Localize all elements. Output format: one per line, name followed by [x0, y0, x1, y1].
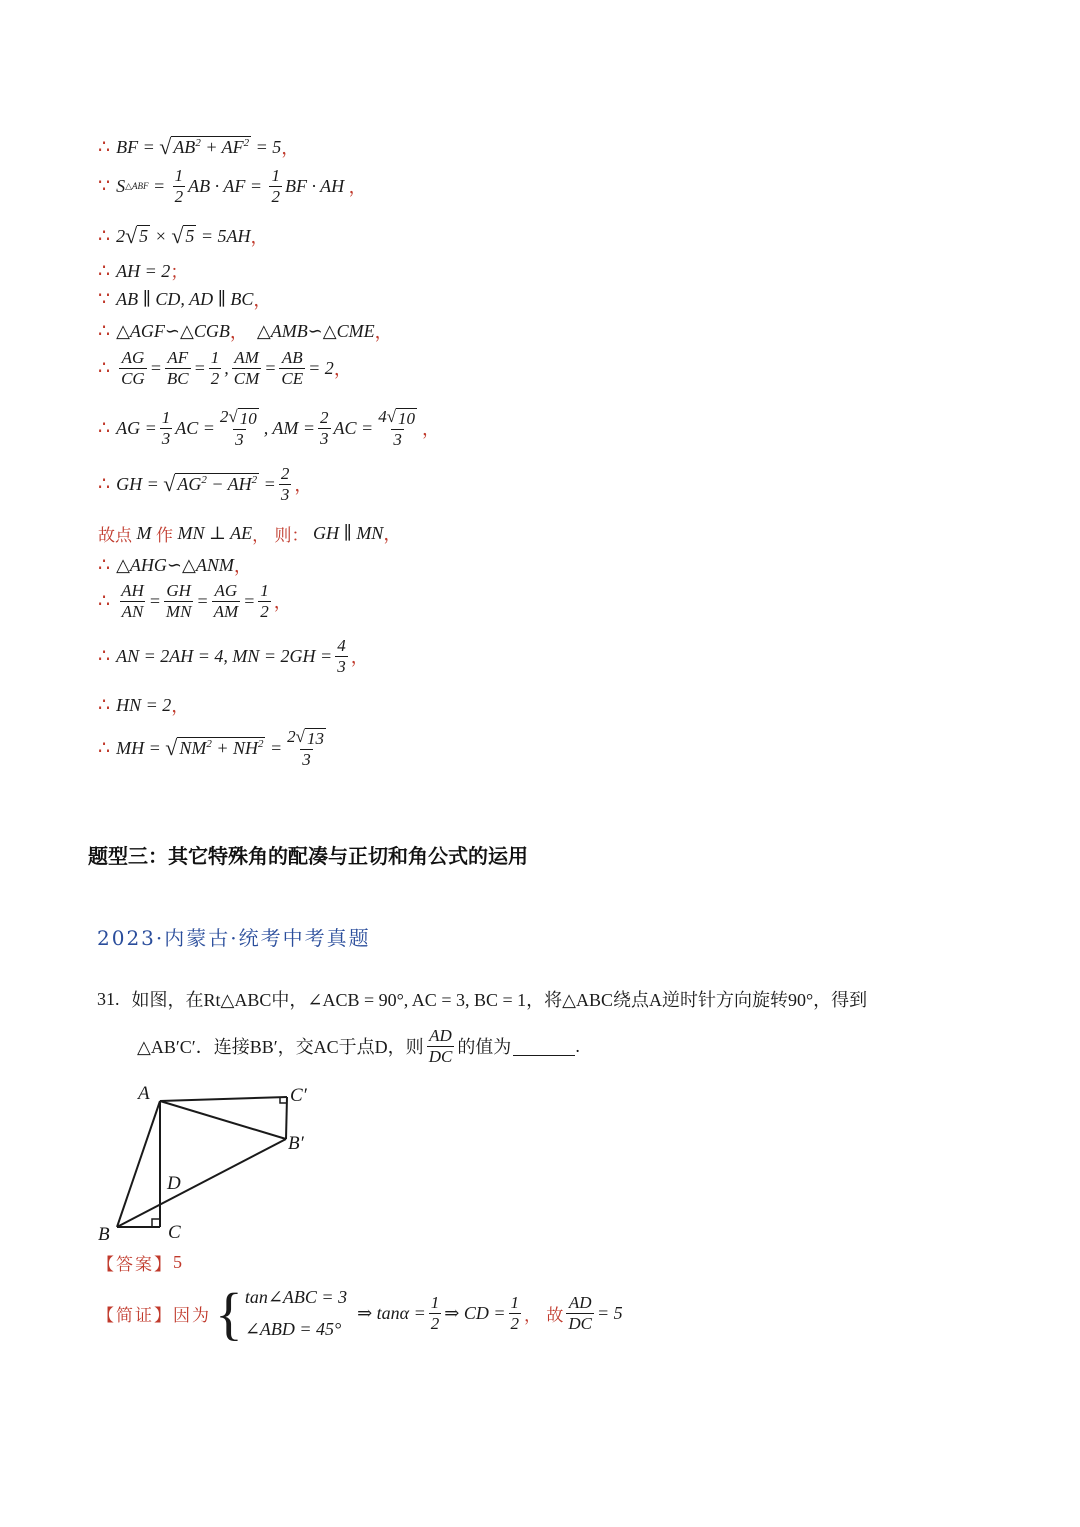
step-15: ∴ MH = √ $NM^2 + NH^2$ = 2 √ 13 3 [98, 727, 324, 769]
proof-case-1: tan∠ABC = 3 [244, 1287, 348, 1307]
step-4: ∴ AH = 2 ； [98, 260, 189, 282]
step-11: ∴ △AHG∽△ANM ， [98, 554, 252, 576]
proof-result: = 5 [597, 1303, 623, 1323]
proof-line [97, 1282, 623, 1345]
proof-so: ， 故 [524, 1306, 564, 1326]
proof-case-2: ∠ABD = 45° [244, 1318, 342, 1339]
step-6: ∴ △AGF∽△CGB ， △AMB∽△CME ， [98, 320, 393, 342]
label-B: B [98, 1224, 110, 1245]
label-D: D [167, 1173, 181, 1194]
section-heading: 题型三：其它特殊角的配凑与正切和角公式的运用 [88, 844, 528, 868]
step-5: ∵ AB ∥ CD, AD ∥ BC ， [98, 288, 272, 310]
label-Cp: C′ [290, 1085, 307, 1106]
answer-line [97, 1250, 182, 1275]
left-brace: { [215, 1280, 243, 1346]
proof-fraction-1: $\frac{1}{2}$ [430, 1293, 440, 1333]
question-number: 31. [97, 988, 120, 1009]
question-text-2a: △AB′C′．连接BB′，交AC于点D，则 [137, 1037, 424, 1058]
segment-ABp [160, 1101, 286, 1139]
step-2: ∵ S △ABF = $\frac{1}{2}$ AB · AF = $\frac{1}{2}$ BF · AH ， [98, 166, 367, 206]
question-line-2: △AB′C′．连接BB′，交AC于点D，则 $\frac{AD}{DC}$ 的值为 . [137, 1026, 580, 1066]
answer-blank[interactable] [513, 1037, 575, 1056]
step-12: ∴ $\frac{AH}{AN}$ = $\frac{GH}{MN}$ = $\frac{AG}{AM}$ = $\frac{1}{2}$ ， [98, 581, 292, 621]
question-fraction: $\frac{AD}{DC}$ [428, 1026, 453, 1066]
proof-arrow-2: ⇒ CD = [444, 1303, 506, 1323]
proof-fraction-2: $\frac{1}{2}$ [510, 1293, 519, 1333]
step-10: 故点 M 作 MN ⊥ AE ， 则： GH ∥ MN ， [98, 522, 402, 546]
step-14: ∴ HN = 2 ， [98, 694, 190, 716]
question-text-1: 如图，在Rt△ABC中，∠ACB = 90°, AC = 3, BC = 1，将△ABC绕点A逆时针方向旋转90°，得到 [131, 990, 868, 1010]
source-label: 2023·内蒙古·统考中考真题 [97, 926, 371, 950]
step-1: ∴ BF = √ $AB^2 + AF^2$ = 5 ， [98, 134, 300, 159]
proof-tag: 【简证】 [97, 1306, 173, 1326]
step-13: ∴ AN = 2AH = 4, MN = 2GH = $\frac{4}{3}$ ， [98, 636, 369, 676]
proof-arrow-1: ⇒ tanα = [357, 1303, 426, 1323]
question-line-1 [97, 986, 867, 1012]
step-3: ∴ 2 √ 5 × √ 5 = 5AH ， [98, 223, 269, 248]
step-8: ∴ AG = $\frac{1}{3}$ AC = 2 √ 10 3 , AM = $\frac{2}{3}$ AC = 4 √ 10 3 ， [98, 407, 441, 449]
step-7: ∴ $\frac{AG}{CG}$ = $\frac{AF}{BC}$ = $\frac{1}{2}$ , $\frac{AM}{CM}$ = $\frac{AB}{CE}$ = 2 ， [98, 348, 352, 388]
question-text-2b: 的值为 [457, 1037, 512, 1058]
answer-tag: 【答案】 [97, 1255, 173, 1275]
proof-fraction-3: $\frac{AD}{DC}$ [568, 1293, 593, 1333]
label-Bp: B′ [288, 1133, 304, 1154]
proof-because: 因为 [173, 1306, 211, 1326]
label-C: C [168, 1222, 181, 1243]
label-A: A [138, 1083, 150, 1104]
step-9: ∴ GH = √ $AG^2 - AH^2$ = $\frac{2}{3}$ ， [98, 464, 313, 504]
answer-value: 5 [173, 1252, 182, 1272]
right-angle-C [152, 1219, 160, 1227]
segment-ACp [160, 1097, 287, 1101]
geometry-figure [90, 1075, 330, 1245]
